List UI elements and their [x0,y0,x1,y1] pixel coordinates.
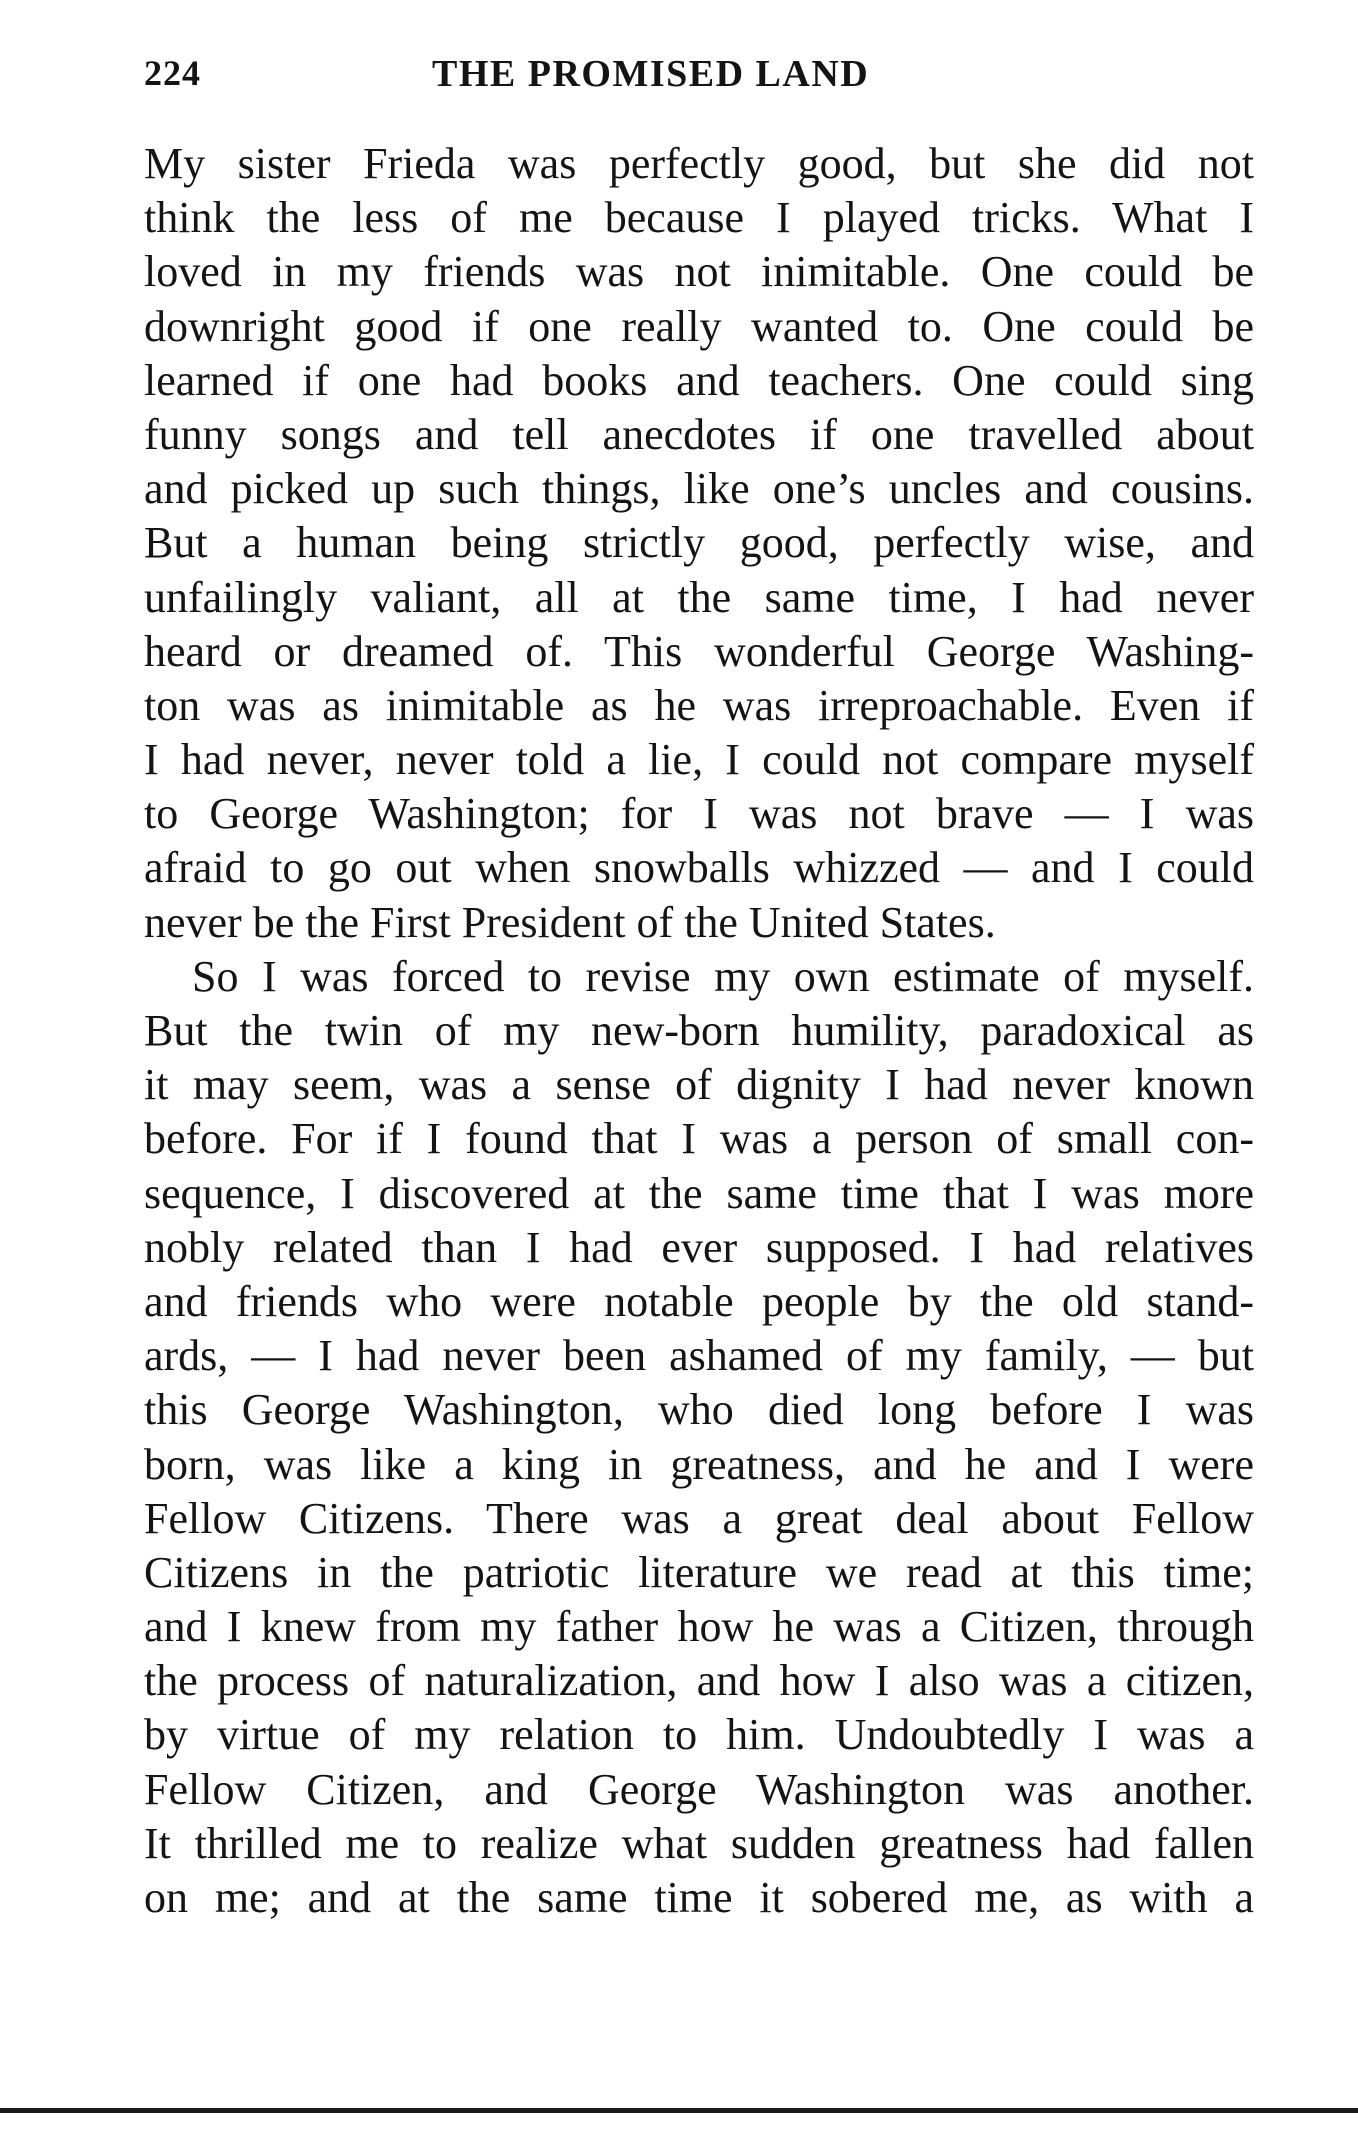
text-line: But a human being strictly good, perfectly wise, and [144,518,1254,568]
text-line: I had never, never told a lie, I could not compare myself [144,735,1254,785]
text-line: ards, — I had never been ashamed of my family, — but [144,1331,1254,1381]
running-head [144,52,1254,112]
text-line: born, was like a king in greatness, and he and I were [144,1439,1254,1489]
text-line: funny songs and tell anecdotes if one travelled about [144,409,1254,459]
text-line: Fellow Citizens. There was a great deal about Fellow [144,1493,1254,1543]
text-line: sequence, I discovered at the same time that I was more [144,1168,1254,1218]
text-line: loved in my friends was not inimitable. One could be [144,247,1254,297]
text-line: and friends who were notable people by the old stand- [144,1276,1254,1326]
text-line: nobly related than I had ever supposed. I had relatives [144,1222,1254,1272]
text-line: My sister Frieda was perfectly good, but she did not [144,139,1254,188]
text-line: Citizens in the patriotic literature we read at this time; [144,1547,1254,1597]
text-line: downright good if one really wanted to. One could be [144,301,1254,351]
text-line: ton was as inimitable as he was irreproachable. Even if [144,680,1254,730]
text-line: on me; and at the same time it sobered me, as with a [144,1873,1254,1922]
text-line: this George Washington, who died long before I was [144,1385,1254,1435]
text-line: it may seem, was a sense of dignity I had never known [144,1060,1254,1110]
text-line: learned if one had books and teachers. One could sing [144,355,1254,405]
text-line: So I was forced to revise my own estimate of myself. [192,951,1254,1001]
text-line: But the twin of my new-born humility, paradoxical as [144,1006,1254,1055]
text-line: It thrilled me to realize what sudden greatness had fallen [144,1818,1254,1868]
text-line: the process of naturalization, and how I also was a citizen, [144,1656,1254,1706]
text-line: by virtue of my relation to him. Undoubtedly I was a [144,1710,1254,1760]
text-line: before. For if I found that I was a person of small con- [144,1114,1254,1164]
text-line: to George Washington; for I was not brave — I was [144,789,1254,839]
bottom-rule [0,2108,1358,2113]
text-line: and picked up such things, like one’s uncles and cousins. [144,464,1254,514]
text-line: think the less of me because I played tricks. What I [144,193,1254,243]
text-line: afraid to go out when snowballs whizzed — and I could [144,843,1254,893]
body-text [144,137,1254,1925]
page-number: 224 [144,53,201,93]
text-line: unfailingly valiant, all at the same time, I had never [144,572,1254,622]
book-title: THE PROMISED LAND [432,53,870,95]
text-line: heard or dreamed of. This wonderful George Washing- [144,626,1254,676]
text-line: never be the First President of the United States. [144,897,996,947]
text-line: Fellow Citizen, and George Washington was another. [144,1764,1254,1814]
text-line: and I knew from my father how he was a Citizen, through [144,1602,1254,1652]
